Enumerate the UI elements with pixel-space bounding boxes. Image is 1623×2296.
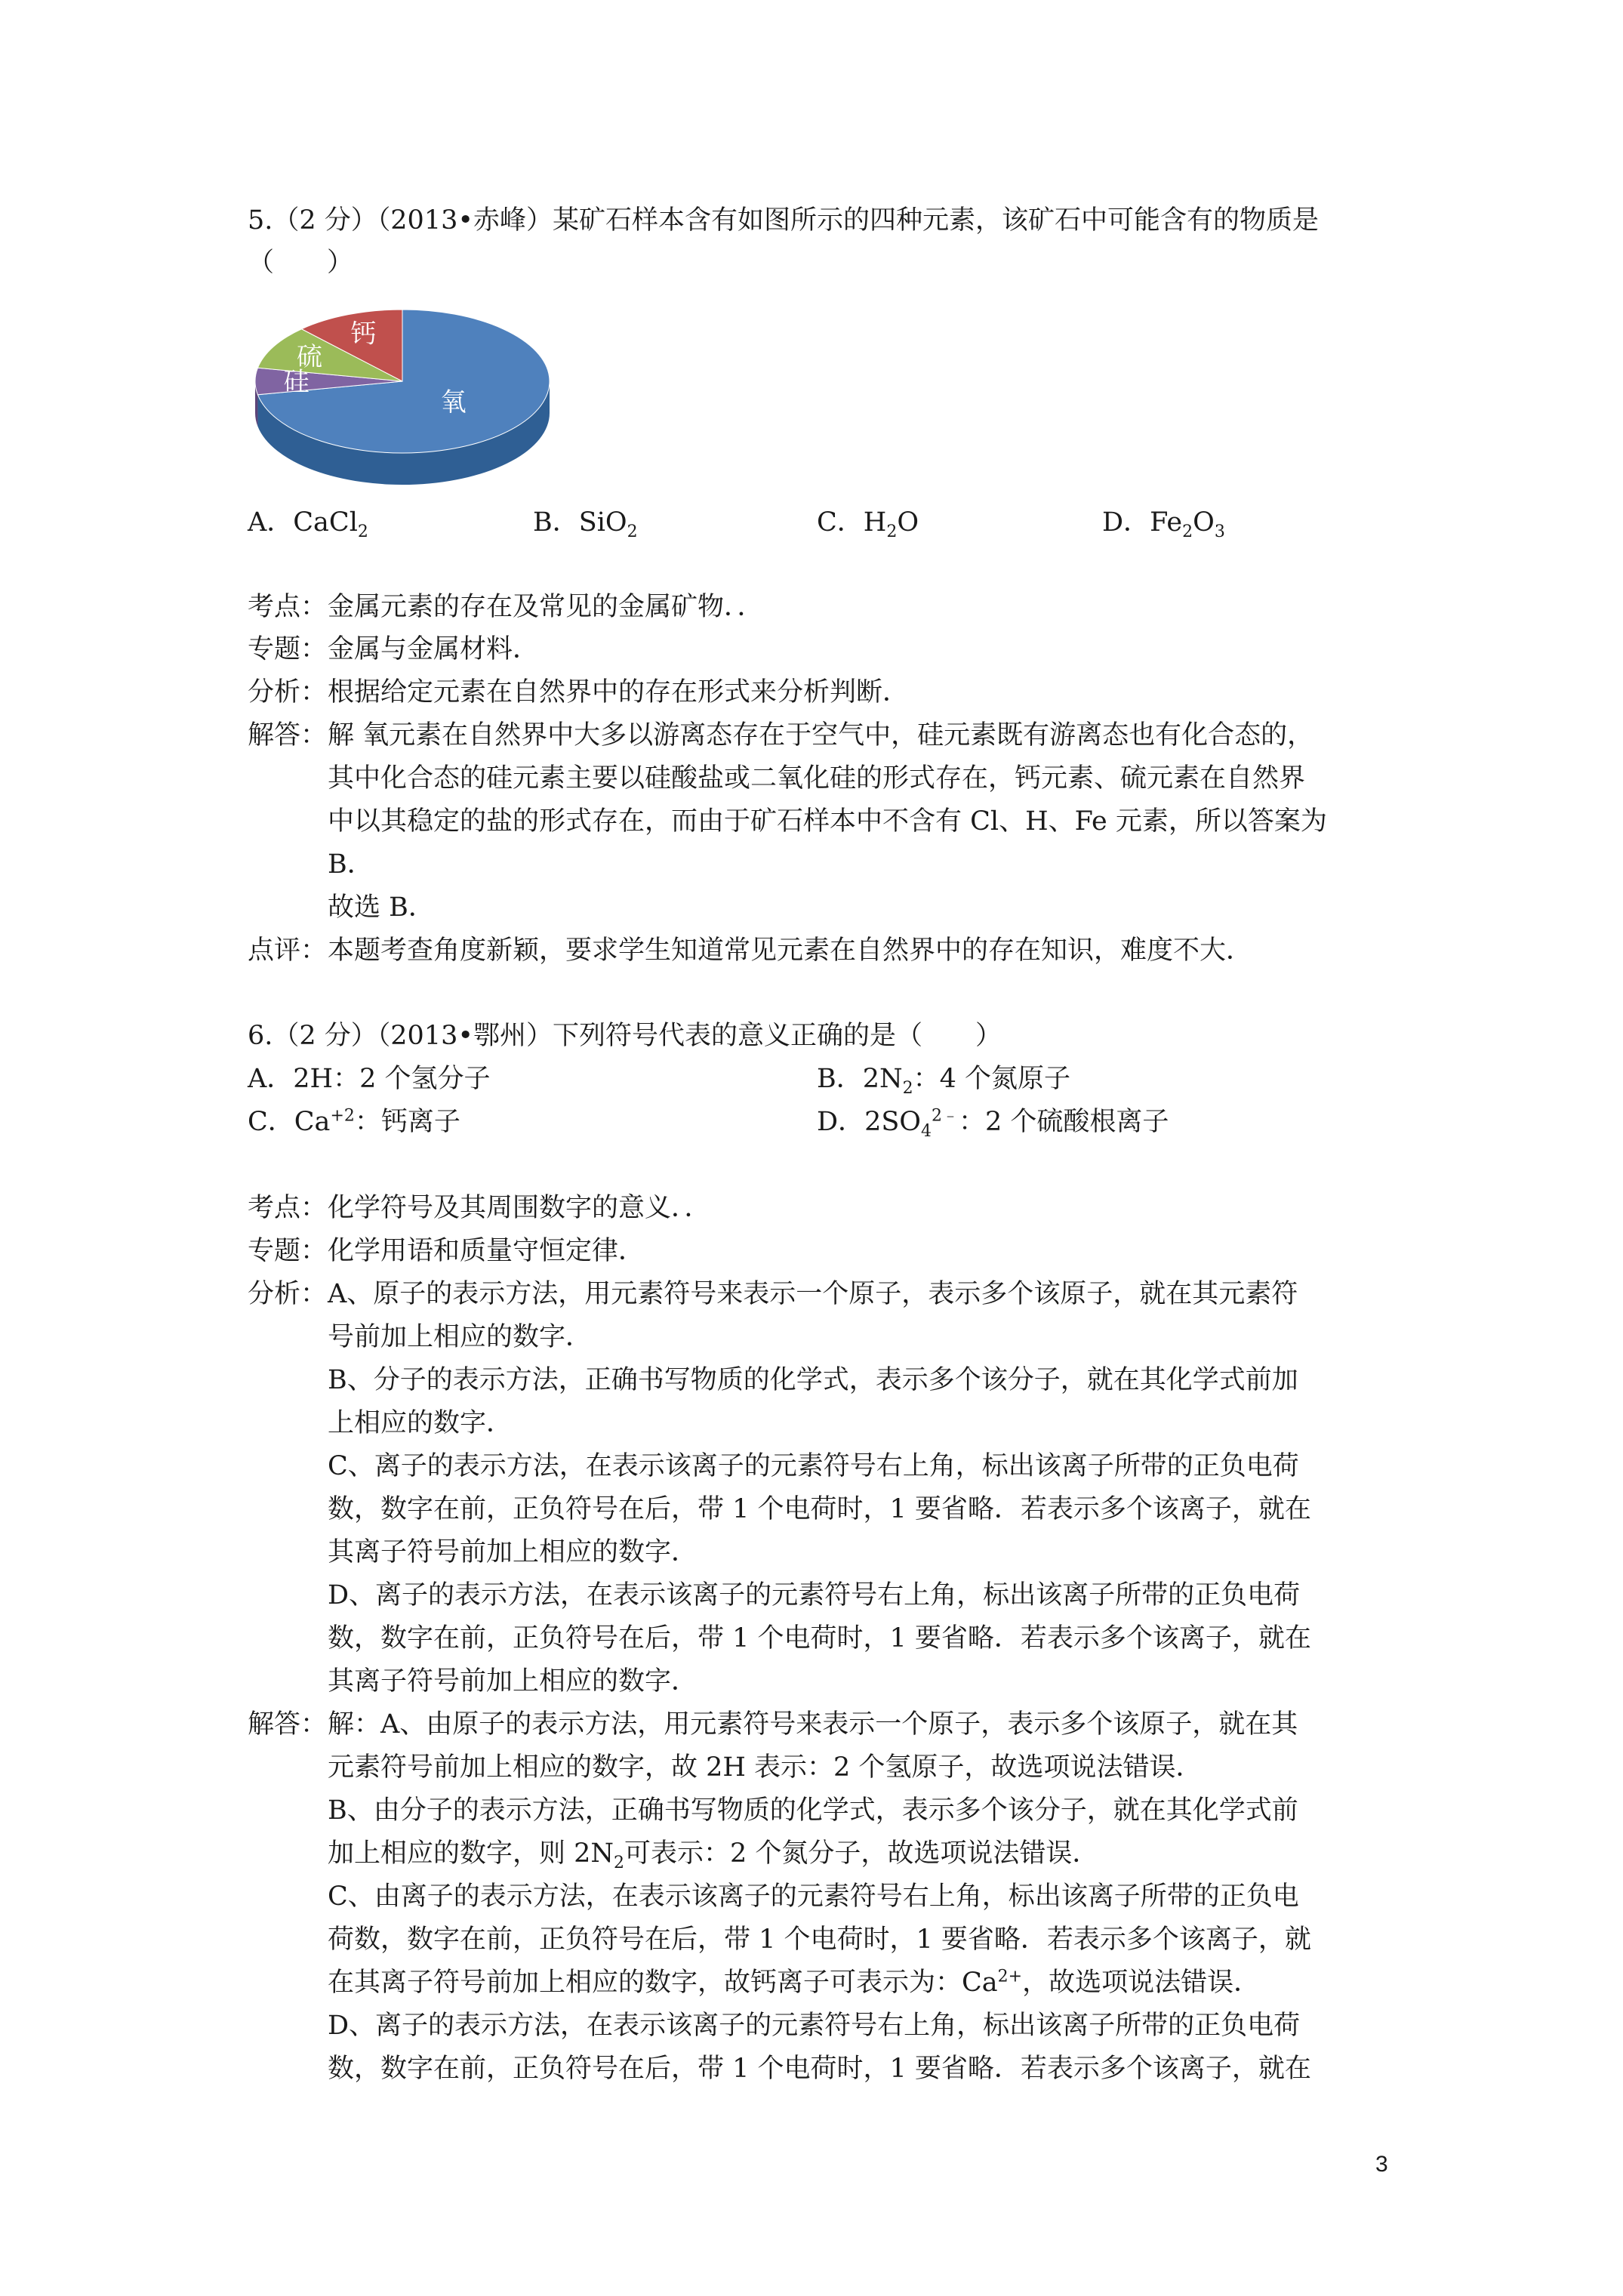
q6-jieda-line: 在其离子符号前加上相应的数字，故钙离子可表示为：$Ca^{2+}$，故选项说法错误． <box>328 1967 1261 1998</box>
q6-fenxi-line: 其离子符号前加上相应的数字． <box>328 1666 698 1697</box>
q6-jieda-line: 解：A、由原子的表示方法，用元素符号来表示一个原子，表示多个该原子，就在其 <box>328 1709 1298 1740</box>
q6-fenxi-line: 上相应的数字． <box>328 1408 513 1438</box>
q6-stem: 6.（2 分）（2013•鄂州）下列符号代表的意义正确的是（ ） <box>248 1021 1002 1051</box>
q6-jieda-line: C、由离子的表示方法，在表示该离子的元素符号右上角，标出该离子所带的正负电 <box>328 1881 1299 1912</box>
q5-option-a: A．CaCl$_2$ <box>248 507 368 541</box>
q6-fenxi-line: C、离子的表示方法，在表示该离子的元素符号右上角，标出该离子所带的正负电荷 <box>328 1451 1299 1481</box>
q6-jieda-line: 加上相应的数字，则 $2N_2$可表示：2 个氮分子，故选项说法错误． <box>328 1838 1099 1872</box>
q6-jieda-line: D、离子的表示方法，在表示该离子的元素符号右上角，标出该离子所带的正负电荷 <box>328 2011 1301 2041</box>
element-pie-chart <box>248 298 565 487</box>
q6-fenxi-line: 其离子符号前加上相应的数字． <box>328 1537 698 1567</box>
pie-label: 氧 <box>440 387 467 418</box>
q6-option-c: C．$Ca^{+2}$：钙离子 <box>248 1106 460 1137</box>
q6-fenxi-label: 分析： <box>248 1279 328 1309</box>
q5-stem-line1: 5.（2 分）（2013•赤峰）某矿石样本含有如图所示的四种元素，该矿石中可能含有的物质是 <box>248 205 1320 236</box>
q5-fenxi-label: 分析： <box>248 677 328 707</box>
q6-zhuanti-label: 专题： <box>248 1236 328 1266</box>
q6-fenxi-line: A、原子的表示方法，用元素符号来表示一个原子，表示多个该原子，就在其元素符 <box>328 1279 1298 1309</box>
q5-dianping-label: 点评： <box>248 935 328 966</box>
q5-jieda-label: 解答： <box>248 720 328 750</box>
q5-zhuanti-label: 专题： <box>248 634 328 664</box>
q5-jieda-line: B． <box>328 849 374 880</box>
q5-stem-line2: （ ） <box>248 248 354 278</box>
q6-fenxi-line: 号前加上相应的数字． <box>328 1322 593 1352</box>
q6-zhuanti: 化学用语和质量守恒定律． <box>328 1236 645 1266</box>
pie-label: 硅 <box>283 367 310 397</box>
q6-jieda-line: 数，数字在前，正负符号在后，带 1 个电荷时，1 要省略．若表示多个该离子，就在 <box>328 2054 1311 2084</box>
q5-jieda-line: 中以其稳定的盐的形式存在，而由于矿石样本中不含有 Cl、H、Fe 元素，所以答案为 <box>328 806 1327 837</box>
q6-option-d: D．$2SO_4^{2﹣}$：2 个硫酸根离子 <box>817 1106 1169 1141</box>
q6-kaodian-label: 考点： <box>248 1193 328 1223</box>
q5-jieda-line: 解 氧元素在自然界中大多以游离态存在于空气中，硅元素既有游离态也有化合态的， <box>328 720 1314 750</box>
q6-option-b: B．$2N_2$：4 个氮原子 <box>817 1064 1071 1098</box>
q5-option-b: B．SiO$_2$ <box>533 507 638 541</box>
pie-label: 钙 <box>350 319 377 350</box>
q6-jieda-line: B、由分子的表示方法，正确书写物质的化学式，表示多个该分子，就在其化学式前 <box>328 1795 1298 1826</box>
q5-fenxi: 根据给定元素在自然界中的存在形式来分析判断． <box>328 677 910 707</box>
q5-option-d: D．$Fe_2O_3$ <box>1102 507 1225 541</box>
q6-option-a: A．2H：2 个氢分子 <box>248 1064 491 1094</box>
q5-jieda-line: 故选 B． <box>328 892 435 923</box>
q6-fenxi-line: 数，数字在前，正负符号在后，带 1 个电荷时，1 要省略．若表示多个该离子，就在 <box>328 1494 1311 1524</box>
q6-jieda-line: 元素符号前加上相应的数字，故 2H 表示：2 个氢原子，故选项说法错误． <box>328 1752 1203 1783</box>
q5-option-c: C．$H_2O$ <box>817 507 919 541</box>
q6-fenxi-line: D、离子的表示方法，在表示该离子的元素符号右上角，标出该离子所带的正负电荷 <box>328 1580 1301 1610</box>
q5-zhuanti: 金属与金属材料． <box>328 634 540 664</box>
q6-jieda-line: 荷数，数字在前，正负符号在后，带 1 个电荷时，1 要省略．若表示多个该离子，就 <box>328 1925 1311 1955</box>
q5-kaodian: 金属元素的存在及常见的金属矿物．． <box>328 592 764 622</box>
q5-jieda-line: 其中化合态的硅元素主要以硅酸盐或二氧化硅的形式存在，钙元素、硫元素在自然界 <box>328 763 1306 794</box>
q6-jieda-label: 解答： <box>248 1709 328 1740</box>
pie-label: 硫 <box>296 342 322 373</box>
q6-fenxi-line: B、分子的表示方法，正确书写物质的化学式，表示多个该分子，就在其化学式前加 <box>328 1365 1298 1395</box>
q5-kaodian-label: 考点： <box>248 592 328 622</box>
q6-fenxi-line: 数，数字在前，正负符号在后，带 1 个电荷时，1 要省略．若表示多个该离子，就在 <box>328 1623 1311 1653</box>
q6-kaodian: 化学符号及其周围数字的意义．． <box>328 1193 711 1223</box>
page-number: 3 <box>1375 2152 1388 2177</box>
q5-dianping: 本题考查角度新颖，要求学生知道常见元素在自然界中的存在知识，难度不大． <box>328 935 1253 966</box>
